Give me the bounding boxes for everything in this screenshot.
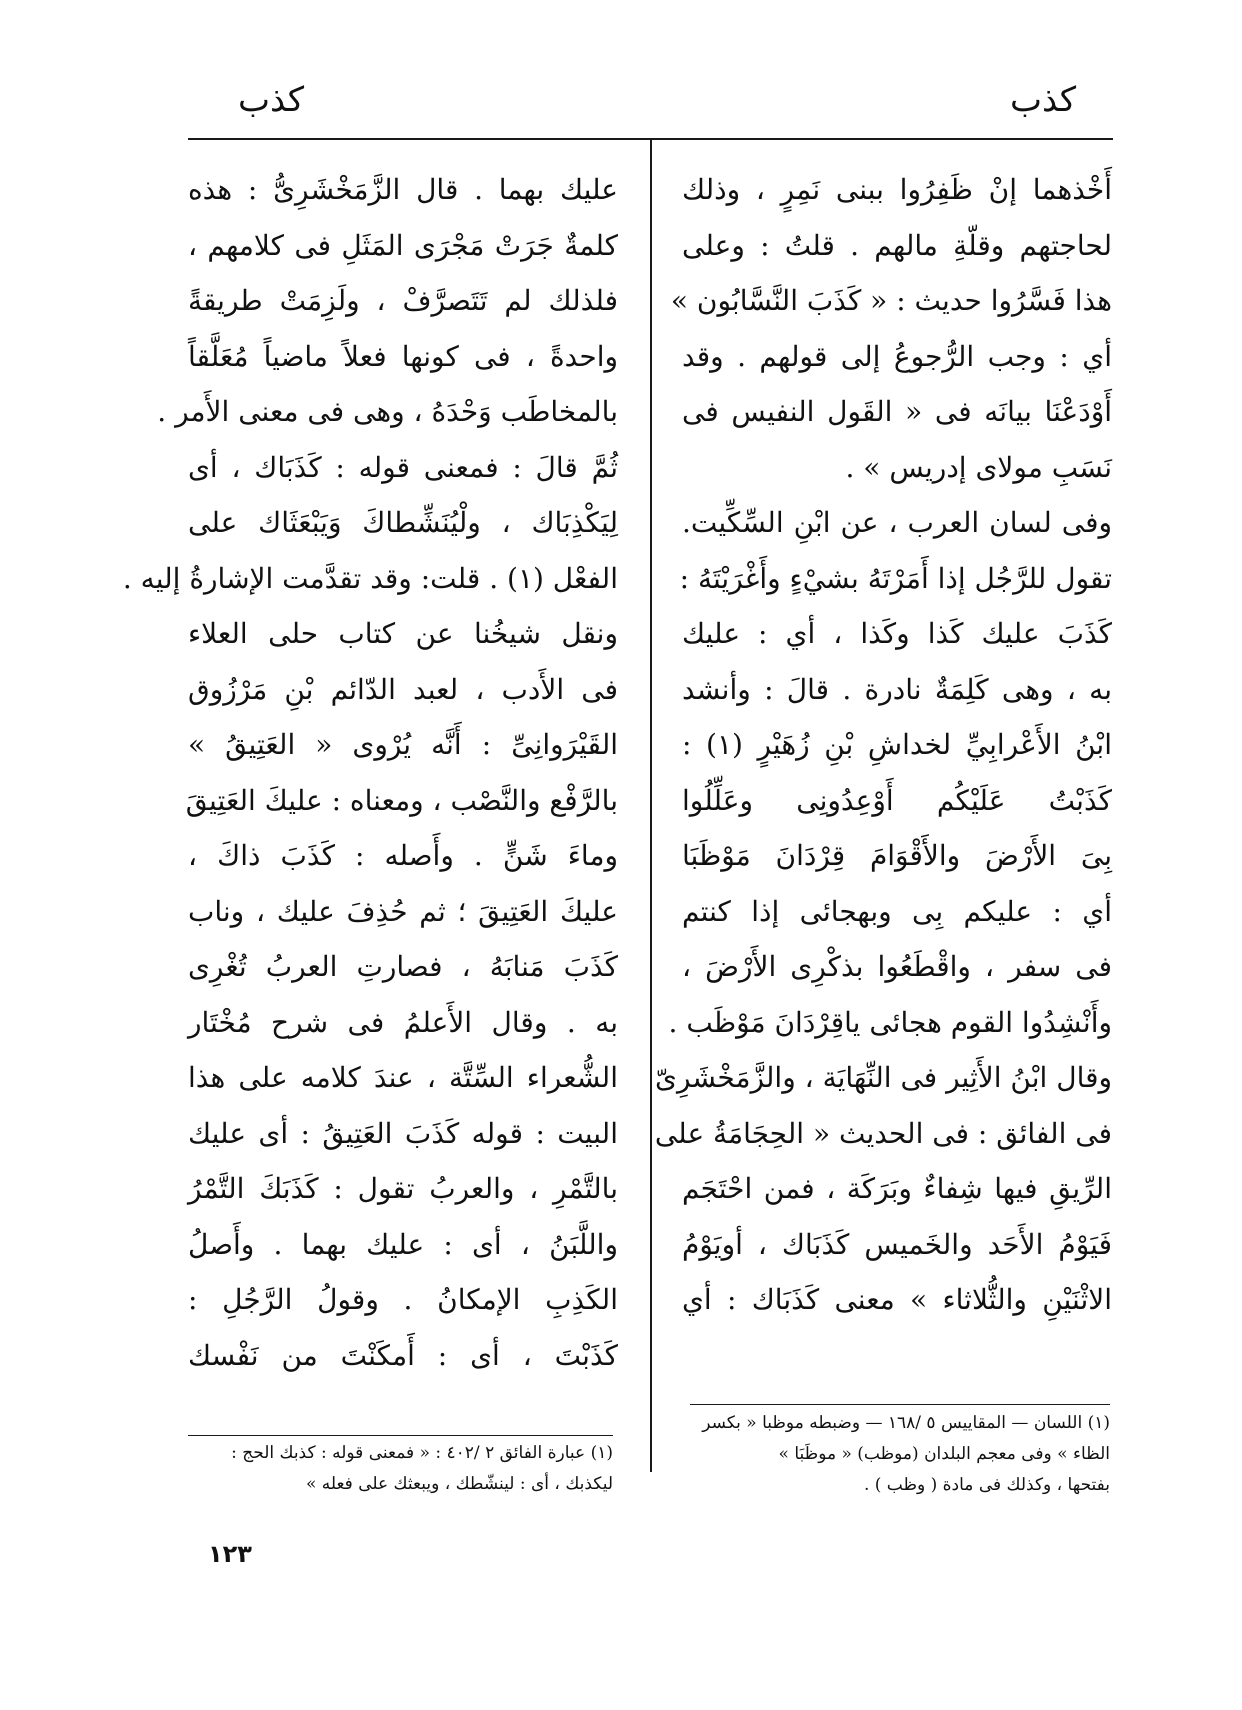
text-line: لِيَكْذِبَاك ، ولْيُنَشِّطاكَ وَيَبْعَثَاك على [188, 506, 618, 539]
text-line: عليكَ العَتِيقَ ؛ ثم حُذِفَ عليك ، وناب [188, 894, 618, 928]
text-line: واللَّبَنُ ، أى : عليك بهما . وأَصلُ [188, 1227, 618, 1261]
text-line: الكَذِبِ الإمكانُ . وقولُ الرَّجُلِ : [188, 1283, 618, 1316]
text-line: كَذَبَ عليك كَذا وكَذا ، أي : عليك [682, 617, 1112, 650]
footnote-rule-left [188, 1435, 613, 1436]
footnote-line: ليكذبك ، أى : لينشّطك ، ويبعثك على فعله » [305, 1474, 613, 1494]
running-header-left: كذب [238, 80, 305, 120]
footnote-line: بفتحها ، وكذلك فى مادة ( وظب ) . [863, 1475, 1110, 1495]
footnote-right [690, 1408, 1110, 1501]
text-line: ثُمَّ قالَ : فمعنى قوله : كَذَبَاك ، أى [188, 450, 618, 484]
text-line: كَذَبْتَ ، أى : أَمكَنْتَ من نَفْسك [188, 1338, 618, 1372]
text-line: أَوْدَعْنَا بيانَه فى « القَول النفيس فى [682, 395, 1112, 428]
right-column [654, 162, 1112, 1328]
text-line: أَخْذهما إنْ ظَفِرُوا ببنى نَمِرٍ ، وذلك [682, 173, 1112, 206]
text-line: فلذلك لم تَتَصرَّفْ ، ولَزِمَتْ طريقةً [188, 284, 618, 317]
running-header-right: كذب [1010, 80, 1077, 120]
column-divider [650, 140, 652, 1472]
text-line: بالرَّفْع والنَّصْب ، ومعناه : عليكَ العَتِيقَ [185, 783, 618, 817]
text-line: القَيْرَوانِىِّ : أَنَّه يُرْوى « العَتِيقُ » [188, 728, 618, 761]
text-line: كَذَبَ مَنابَهُ ، فصارتِ العربُ تُغْرِى [188, 950, 618, 983]
text-line: وفى لسان العرب ، عن ابْنِ السِّكِّيت. [682, 506, 1112, 539]
page-number: ١٢٣ [208, 1540, 252, 1568]
footnote-line: الظاء » وفى معجم البلدان (موظب) « موظَبَا » [778, 1444, 1110, 1464]
text-line: أي : عليكم بِى وبهجائى إذا كنتم [682, 894, 1112, 928]
verse-line: كَذَبْتُ عَلَيْكُم أَوْعِدُونِى وعَلِّلُوا [682, 783, 1112, 817]
text-line: به ، وهى كَلِمَةٌ نادرة . قالَ : وأنشد [682, 672, 1112, 706]
text-line: أي : وجب الرُّجوعُ إلى قولهم . وقد [682, 339, 1112, 373]
text-line: بالمخاطَب وَحْدَهُ ، وهى فى معنى الأَمر . [157, 395, 618, 428]
text-line: كلمةٌ جَرَتْ مَجْرَى المَثَلِ فى كلامهم ، [188, 228, 618, 262]
text-line: نَسَبِ مولاى إدريس » . [845, 450, 1112, 484]
text-line: بالتَّمْرِ ، والعربُ تقول : كَذَبَكَ التَّمْرُ [188, 1172, 618, 1205]
text-line: تقول للرَّجُل إذا أَمَرْتَهُ بشيْءٍ وأَغْرَيْتَهُ : [679, 561, 1112, 595]
text-line: فَيَوْمُ الأَحَد والخَميس كَذَبَاك ، أويَوْمُ [682, 1227, 1112, 1261]
text-line: الفعْل (١) . قلت: وقد تقدَّمت الإشارةُ إليه . [122, 561, 618, 595]
footnote-rule-right [690, 1404, 1110, 1405]
text-line: فى الأَدب ، لعبد الدّائم بْنِ مَرْزُوق [188, 672, 618, 706]
text-line: عليك بهما . قال الزَّمَخْشَرِىُّ : هذه [188, 173, 618, 206]
text-line: ونقل شيخُنا عن كتاب حلى العلاء [188, 617, 618, 650]
footnote-line: (١) اللسان — المقاييس ٥ /١٦٨ — وضبطه موظبا « بكسر [702, 1413, 1110, 1433]
text-line: به . وقال الأَعلمُ فى شرح مُخْتَار [188, 1005, 618, 1039]
text-line: وأَنْشِدُوا القوم هجائى ياقِرْدَانَ مَوْظَب . [668, 1005, 1112, 1039]
text-line: الرِّيقِ فيها شِفاءٌ وبَرَكَة ، فمن احْتَجَم [682, 1172, 1112, 1205]
footnote-left [188, 1438, 613, 1500]
footnote-line: (١) عبارة الفائق ٢ /٤٠٢ : « فمعنى قوله : كذبك الحج : [231, 1443, 613, 1463]
left-column [122, 162, 618, 1383]
text-line: البيت : قوله كَذَبَ العَتِيقُ : أى عليك [188, 1116, 618, 1150]
text-line: وقال ابْنُ الأَثِير فى النِّهَايَة ، والزَّمَخْشَرِىّ [655, 1061, 1112, 1094]
text-line: فى الفائق : فى الحديث « الحِجَامَةُ على [654, 1116, 1112, 1150]
text-line: فى سفر ، واقْطَعُوا بذكْرِى الأَرْضَ ، [682, 950, 1112, 983]
verse-line: بِىَ الأَرْضَ والأَقْوَامَ قِرْدَانَ مَوْظَبَا [682, 839, 1112, 872]
text-line: وماءَ شَنٍّ . وأَصله : كَذَبَ ذاكَ ، [188, 839, 618, 872]
text-line: الاثْنَيْنِ والثُّلاثاء » معنى كَذَبَاك : أي [682, 1283, 1112, 1316]
text-line: واحدةً ، فى كونها فعلاً ماضياً مُعَلَّقاً [188, 339, 618, 373]
text-line: الشُّعراء السِّتَّة ، عندَ كلامه على هذا [188, 1061, 618, 1094]
text-line: هذا فَسَّرُوا حديث : « كَذَبَ النَّسَّابُون » [670, 284, 1112, 317]
text-line: ابْنُ الأَعْرابِيِّ لخداشِ بْنِ زُهَيْرٍ (١) : [682, 728, 1112, 761]
text-line: لحاجتهم وقلّةِ مالهم . قلتُ : وعلى [682, 228, 1112, 262]
